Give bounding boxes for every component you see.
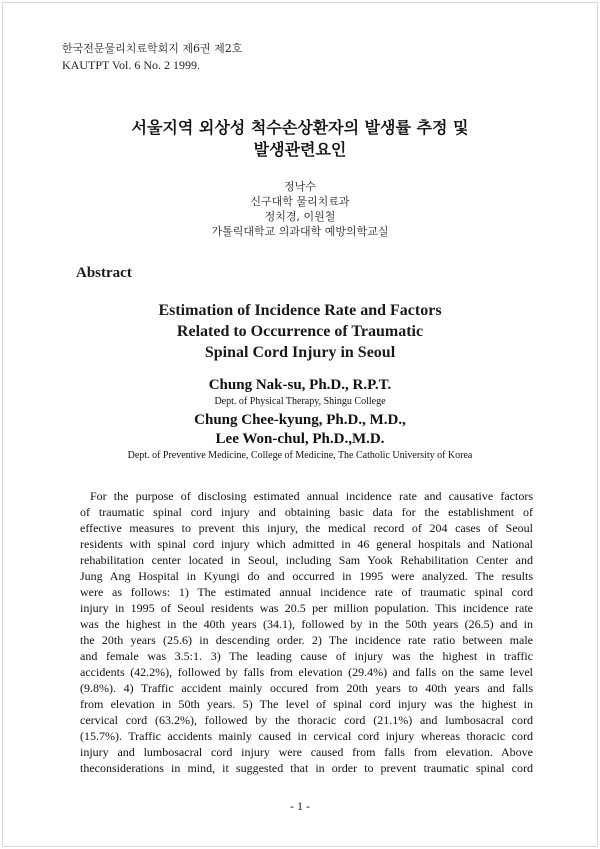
korean-title-line: 서울지역 외상성 척수손상환자의 발생률 추정 및 (131, 118, 469, 137)
author-affiliation: Dept. of Physical Therapy, Shingu College (214, 396, 386, 407)
abstract-line: (15.7%). Traffic accidents mainly caused in cervical cord injury whereas thoracic cord (80, 729, 533, 743)
korean-affiliation: 가톨릭대학교 의과대학 예방의학교실 (211, 225, 389, 238)
abstract-line: of traumatic spinal cord injury and obtaining basic data for the establishment of (80, 505, 533, 519)
english-title-line: Related to Occurrence of Traumatic (176, 323, 424, 340)
korean-title (0, 117, 600, 161)
abstract-line: the 20th years (25.6) in descending order. 2) The incidence rate ratio between male (80, 633, 533, 647)
author-name: Chung Nak-su, Ph.D., R.P.T. (208, 377, 392, 393)
abstract-line: residents with spinal cord injury which admitted in 46 general hospitals and National (80, 537, 533, 551)
korean-affiliation: 신구대학 물리치료과 (250, 195, 350, 208)
page-number: - 1 - (290, 799, 310, 813)
abstract-line: cervical cord (63.2%), followed by the thoracic cord (21.1%) and lumbosacral cord (80, 713, 533, 727)
journal-citation-english: KAUTPT Vol. 6 No. 2 1999. (62, 58, 201, 72)
abstract-line: injury in 1995 of Seoul residents was 20.5 per million population. This incidence rate (80, 601, 533, 615)
abstract-line: was the highest in the 40th years (34.1), followed by in the 50th years (26.5) and in (80, 617, 533, 631)
english-title-line: Spinal Cord Injury in Seoul (204, 344, 396, 361)
korean-title-line: 발생관련요인 (253, 140, 347, 159)
author-name: Chung Chee-kyung, Ph.D., M.D., (194, 412, 406, 428)
abstract-line: accidents (42.2%), followed by falls from elevation (29.4%) and falls on the same level (80, 665, 533, 679)
korean-author-names: 정치경, 이원철 (264, 210, 336, 223)
author-name: Lee Won-chul, Ph.D.,M.D. (215, 431, 385, 447)
english-title (0, 300, 600, 363)
abstract-line: injury and lumbosacral cord injury were caused from falls from elevation. Above (80, 745, 533, 759)
abstract-line: For the purpose of disclosing estimated annual incidence rate and causative factors (90, 489, 533, 503)
journal-name-korean: 한국전문물리치료학회지 제6권 제2호 (62, 42, 243, 55)
abstract-line: from elevation in 50th years. 5) The level of spinal cord injury was the highest in (80, 697, 533, 711)
abstract-line: rehabilitation center located in Seoul, including Sam Yook Rehabilitation Center and (80, 553, 533, 567)
abstract-line: were as follows: 1) The estimated annual incidence rate of traumatic spinal cord (80, 585, 533, 599)
korean-author-name: 정낙수 (284, 180, 316, 193)
abstract-heading: Abstract (76, 265, 132, 281)
abstract-line: effective measures to prevent this injury, the medical record of 204 cases of Seoul (80, 521, 533, 535)
english-authors (0, 376, 600, 465)
korean-authors (0, 179, 600, 239)
journal-header (62, 40, 242, 74)
english-title-line: Estimation of Incidence Rate and Factors (158, 302, 442, 319)
abstract-line: theconsiderations in mind, it suggested that in order to prevent traumatic spinal cord (80, 761, 533, 775)
author-affiliation: Dept. of Preventive Medicine, College of Medicine, The Catholic University of Korea (127, 450, 473, 461)
abstract-line: and female was 3.5:1. 3) The leading cause of injury was the highest in traffic (80, 649, 533, 663)
abstract-line: (9.8%). 4) Traffic accident mainly occured from 20th years to 40th years and falls (80, 681, 533, 695)
abstract-body (80, 488, 533, 776)
abstract-line: Jung Ang Hospital in Kyungi do and occurred in 1995 were analyzed. The results (80, 569, 533, 583)
